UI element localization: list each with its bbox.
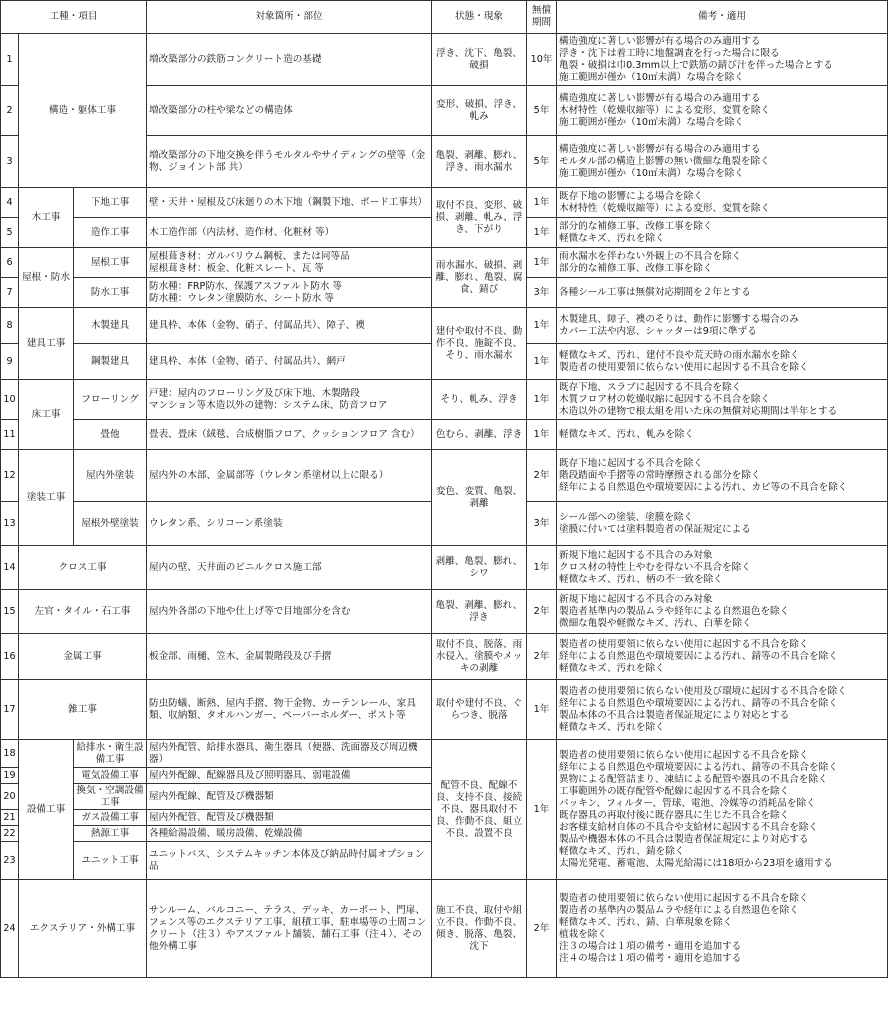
remark-line: 浮き・沈下は着工時に地盤調査を行った場合に限る: [559, 47, 780, 59]
category-label: 雑工事: [19, 680, 147, 740]
remark-line: 経年による自然退色や環境要因による汚れ、カビ等の不具合を除く: [559, 481, 848, 493]
table-row: [1, 248, 888, 278]
remark-line: 経年による自然退色や環境要因による汚れ、錆等の不具合を除く: [559, 697, 838, 709]
remark-line: 製品本体の不具合は製造者保証規定により対応とする: [559, 709, 790, 721]
remark-line: 木材特性（乾燥収縮等）による変形、変質を除く: [559, 104, 771, 116]
subcategory-label: 屋根工事: [74, 248, 147, 278]
period-cell: 1年: [527, 680, 557, 740]
row-number: 16: [1, 634, 19, 680]
state-cell: 亀裂、剥離、膨れ、浮き: [432, 590, 527, 634]
row-number: 10: [1, 380, 19, 420]
period-cell: 1年: [527, 344, 557, 380]
period-cell: 3年: [527, 278, 557, 308]
subcategory-label: 屋内外塗装: [74, 450, 147, 502]
state-cell: 取付不良、脱落、雨水侵入、塗膜やメッキの剥離: [432, 634, 527, 680]
remark-line: 軽微なキズ、汚れ、柄の不一致を除く: [559, 573, 723, 585]
period-cell: 5年: [527, 86, 557, 136]
remarks-cell: [557, 278, 888, 308]
row-number: 8: [1, 308, 19, 344]
remark-line: 施工範囲が僅か（10㎡未満）な場合を除く: [559, 71, 744, 83]
subcategory-label: 畳他: [74, 420, 147, 450]
period-cell: 5年: [527, 136, 557, 188]
subcategory-label: 木製建具: [74, 308, 147, 344]
remark-line: パッキン、フィルター、管球、電池、冷媒等の消耗品を除く: [559, 797, 816, 809]
target-cell: 木工造作部（内法材、造作材、化粧材 等）: [147, 218, 432, 248]
remarks-cell: [557, 634, 888, 680]
header-period: 無償期間: [527, 1, 557, 34]
category-label: 金属工事: [19, 634, 147, 680]
remark-line: 軽微なキズ、汚れ、軋みを除く: [559, 428, 694, 440]
remark-line: 部分的な補修工事、改修工事を除く: [559, 220, 713, 232]
target-cell: 建具枠、本体（金物、硝子、付属品共）、障子、襖: [147, 308, 432, 344]
subcategory-label: 屋根外壁塗装: [74, 502, 147, 546]
remark-line: 軽微なキズ、汚れを除く: [559, 662, 665, 674]
row-number: 20: [1, 784, 19, 810]
period-cell: 1年: [527, 248, 557, 278]
category-label: 建具工事: [19, 308, 74, 380]
subcategory-label: ユニット工事: [74, 842, 147, 880]
category-label: 構造・躯体工事: [19, 34, 147, 188]
period-cell: 2年: [527, 880, 557, 978]
remark-line: 各種シール工事は無償対応期間を２年とする: [559, 286, 751, 298]
remark-line: 注３の場合は１項の備考・適用を追加する: [559, 940, 742, 952]
remark-line: 軽微なキズ、汚れを除く: [559, 721, 665, 733]
period-cell: 2年: [527, 450, 557, 502]
row-number: 9: [1, 344, 19, 380]
table-row: [1, 188, 888, 218]
subcategory-label: 鋼製建具: [74, 344, 147, 380]
period-cell: 10年: [527, 34, 557, 86]
row-number: 15: [1, 590, 19, 634]
target-line: マンション等木造以外の建物：システム床、防音フロア: [149, 399, 388, 411]
remarks-cell: [557, 546, 888, 590]
row-number: 7: [1, 278, 19, 308]
remark-line: 既存下地、スラブに起因する不具合を除く: [559, 381, 742, 393]
remarks-cell: [557, 450, 888, 502]
period-cell: 1年: [527, 218, 557, 248]
target-cell: 屋内外配管、給排水器具、衛生器具（便器、洗面器及び周辺機器）: [147, 740, 432, 768]
row-number: 17: [1, 680, 19, 740]
state-cell: そり、軋み、浮き: [432, 380, 527, 420]
subcategory-label: 防水工事: [74, 278, 147, 308]
remark-line: モルタル部の構造上影響の無い微細な亀裂を除く: [559, 155, 770, 167]
target-line: 屋根葺き材：板金、化粧スレート、瓦 等: [149, 262, 324, 274]
target-line: 防水種：ウレタン塗膜防水、シート防水 等: [149, 292, 334, 304]
remarks-cell: [557, 590, 888, 634]
remark-line: 塗膜に付いては塗料製造者の保証規定による: [559, 523, 751, 535]
target-cell: 屋内外配線、配管及び機器類: [147, 784, 432, 810]
period-cell: 1年: [527, 546, 557, 590]
target-line: 屋根葺き材：ガルバリウム鋼板、または同等品: [149, 250, 350, 262]
remarks-cell: [557, 880, 888, 978]
target-line: 戸建：屋内のフローリング及び床下地、木製階段: [149, 387, 360, 399]
row-number: 4: [1, 188, 19, 218]
category-label: クロス工事: [19, 546, 147, 590]
state-cell: 施工不良、取付や組立不良、作動不良、傾き、脱落、亀裂、沈下: [432, 880, 527, 978]
row-number: 23: [1, 842, 19, 880]
remark-line: 雨水漏水を伴わない外観上の不具合を除く: [559, 250, 742, 262]
target-cell: 壁・天井・屋根及び床廻りの木下地（鋼製下地、ボード工事共）: [147, 188, 432, 218]
remark-line: 製造者の使用要領に依らない使用及び環境に起因する不具合を除く: [559, 685, 847, 697]
table-row: [1, 450, 888, 502]
table-row: [1, 308, 888, 344]
header-row: [1, 1, 888, 34]
target-cell: 増改築部分の柱や梁などの構造体: [147, 86, 432, 136]
target-cell: [147, 248, 432, 278]
remark-line: 亀裂・破損は巾0.3mm以上で鉄筋の錆び汁を伴った場合とする: [559, 59, 833, 71]
remark-line: シール部への塗装、塗膜を除く: [559, 511, 694, 523]
remark-line: 注４の場合は１項の備考・適用を追加する: [559, 952, 742, 964]
row-number: 5: [1, 218, 19, 248]
subcategory-label: 熱源工事: [74, 826, 147, 842]
target-cell: 増改築部分の下地交換を伴うモルタルやサイディングの壁等（金物、ジョイント部 共）: [147, 136, 432, 188]
header-target: 対象箇所・部位: [147, 1, 432, 34]
row-number: 2: [1, 86, 19, 136]
period-cell: 1年: [527, 380, 557, 420]
remarks-cell: [557, 502, 888, 546]
remark-line: 新規下地に起因する不具合のみ対象: [559, 593, 713, 605]
remark-line: 木造以外の建物で根太組を用いた床の無償対応期間は半年とする: [559, 405, 838, 417]
remarks-cell: [557, 420, 888, 450]
remark-line: 軽微なキズ、汚れを除く: [559, 232, 665, 244]
remarks-cell: [557, 136, 888, 188]
remark-line: 施工範囲が僅か（10㎡未満）な場合を除く: [559, 167, 744, 179]
category-label: 床工事: [19, 380, 74, 450]
table-row: [1, 634, 888, 680]
subcategory-label: ガス設備工事: [74, 810, 147, 826]
remark-line: 構造強度に著しい影響が有る場合のみ適用する: [559, 35, 761, 47]
target-cell: 屋内外配線、配線器具及び照明器具、弱電設備: [147, 768, 432, 784]
row-number: 6: [1, 248, 19, 278]
remark-line: 木製建具、障子、襖のそりは、動作に影響する場合のみ: [559, 313, 799, 325]
subcategory-label: 給排水・衛生設備工事: [74, 740, 147, 768]
remark-line: 製造者の使用要領に依らない使用に起因する不具合を除く: [559, 361, 809, 373]
remark-line: お客様支給材自体の不具合や支給材に起因する不具合を除く: [559, 821, 819, 833]
period-cell: 2年: [527, 590, 557, 634]
row-number: 11: [1, 420, 19, 450]
target-cell: ユニットバス、システムキッチン本体及び納品時付属オプション品: [147, 842, 432, 880]
remark-line: 微細な亀裂や軽微なキズ、汚れ、白華を除く: [559, 617, 752, 629]
remarks-cell: [557, 344, 888, 380]
target-cell: 畳表、畳床（絨毯、合成樹脂フロア、クッションフロア 含む）: [147, 420, 432, 450]
state-cell: 取付不良、変形、破損、剥離、軋み、浮き、下がり: [432, 188, 527, 248]
category-label: エクステリア・外構工事: [19, 880, 147, 978]
state-cell: 亀裂、剥離、膨れ、浮き、雨水漏水: [432, 136, 527, 188]
remark-line: 部分的な補修工事、改修工事を除く: [559, 262, 713, 274]
remark-line: 製造者の基準内の製品ムラや経年による自然退色を除く: [559, 904, 799, 916]
target-cell: 増改築部分の鉄筋コンクリート造の基礎: [147, 34, 432, 86]
row-number: 1: [1, 34, 19, 86]
period-cell: 1年: [527, 188, 557, 218]
remark-line: 施工範囲が僅か（10㎡未満）な場合を除く: [559, 116, 744, 128]
row-number: 21: [1, 810, 19, 826]
remarks-cell: [557, 380, 888, 420]
remark-line: 工事範囲外の既存配管や配線に起因する不具合を除く: [559, 785, 790, 797]
state-cell: 色むら、剥離、浮き: [432, 420, 527, 450]
remark-line: 製品や機器本体の不具合は製造者保証規定により対応する: [559, 833, 809, 845]
remark-line: 階段踏面や手摺等の常時摩擦される部分を除く: [559, 469, 761, 481]
subcategory-label: 換気・空調設備工事: [74, 784, 147, 810]
target-cell: 建具枠、本体（金物、硝子、付属品共）、網戸: [147, 344, 432, 380]
table-row: [1, 34, 888, 86]
remark-line: 新規下地に起因する不具合のみ対象: [559, 549, 713, 561]
target-cell: [147, 278, 432, 308]
category-label: 塗装工事: [19, 450, 74, 546]
subcategory-label: 下地工事: [74, 188, 147, 218]
period-cell: 2年: [527, 634, 557, 680]
state-cell: 変形、破損、浮き、軋み: [432, 86, 527, 136]
remarks-cell: [557, 248, 888, 278]
row-number: 19: [1, 768, 19, 784]
row-number: 12: [1, 450, 19, 502]
remarks-cell: [557, 188, 888, 218]
row-number: 3: [1, 136, 19, 188]
header-state: 状態・現象: [432, 1, 527, 34]
table-row: [1, 380, 888, 420]
remark-line: 製造者の使用要領に依らない使用に起因する不具合を除く: [559, 892, 809, 904]
table-row: [1, 680, 888, 740]
target-cell: サンルーム、バルコニー、テラス、デッキ、カーポート、門扉、フェンス等のエクステリア工事、組積工事、駐車場等の土間コンクリート（注３）やアスファルト舗装、舗石工事（注４）、その他外構工事: [147, 880, 432, 978]
state-cell: 配管不良、配線不良、支持不良、接続不良、器具取付不良、作動不良、組立不良、設置不良: [432, 740, 527, 880]
period-cell: 1年: [527, 308, 557, 344]
state-cell: 剥離、亀裂、膨れ、シワ: [432, 546, 527, 590]
remark-line: 既存器具の再取付後に既存器具に生じた不具合を除く: [559, 809, 790, 821]
remark-line: 太陽光発電、蓄電池、太陽光給湯には18項から23項を適用する: [559, 857, 833, 869]
target-cell: 屋内外配管、配管及び機器類: [147, 810, 432, 826]
period-cell: 3年: [527, 502, 557, 546]
target-line: 防水種：FRP防水、保護アスファルト防水 等: [149, 280, 343, 292]
remarks-cell: [557, 680, 888, 740]
target-cell: 屋内外の木部、金属部等（ウレタン系塗材以上に限る）: [147, 450, 432, 502]
target-cell: 屋内の壁、天井面のビニルクロス施工部: [147, 546, 432, 590]
subcategory-label: 造作工事: [74, 218, 147, 248]
row-number: 18: [1, 740, 19, 768]
table-row: [1, 420, 888, 450]
remark-line: 木材特性（乾燥収縮等）による変形、変質を除く: [559, 202, 771, 214]
header-remarks: 備考・適用: [557, 1, 888, 34]
remark-line: 経年による自然退色や環境要因による汚れ、錆等の不具合を除く: [559, 761, 838, 773]
row-number: 14: [1, 546, 19, 590]
row-number: 22: [1, 826, 19, 842]
header-item: 工種・項目: [1, 1, 147, 34]
target-cell: 各種給湯設備、暖房設備、乾燥設備: [147, 826, 432, 842]
state-cell: 建付や取付不良、動作不良、施錠不良、そり、雨水漏水: [432, 308, 527, 380]
remark-line: 構造強度に著しい影響が有る場合のみ適用する: [559, 143, 761, 155]
remark-line: 既存下地に起因する不具合を除く: [559, 457, 703, 469]
subcategory-label: フローリング: [74, 380, 147, 420]
remark-line: カバー工法や内窓、シャッターは9項に準ずる: [559, 325, 757, 337]
state-cell: 取付や建付不良、ぐらつき、脱落: [432, 680, 527, 740]
remark-line: 経年による自然退色や環境要因による汚れ、錆等の不具合を除く: [559, 650, 838, 662]
row-number: 24: [1, 880, 19, 978]
category-label: 設備工事: [19, 740, 74, 880]
row-number: 13: [1, 502, 19, 546]
state-cell: 雨水漏水、破損、剥離、膨れ、亀裂、腐食、錆び: [432, 248, 527, 308]
remark-line: クロス材の特性上やむを得ない不具合を除く: [559, 561, 751, 573]
target-cell: ウレタン系、シリコーン系塗装: [147, 502, 432, 546]
remarks-cell: [557, 86, 888, 136]
remark-line: 異物による配管詰まり、凍結による配管や器具の不具合を除く: [559, 773, 828, 785]
table-row: [1, 546, 888, 590]
remarks-cell: [557, 218, 888, 248]
remark-line: 既存下地の影響による場合を除く: [559, 190, 703, 202]
period-cell: 1年: [527, 420, 557, 450]
table-row: [1, 590, 888, 634]
target-cell: 防虫防蟻、断熱、屋内手摺、物干金物、カーテンレール、家具類、収納類、タオルハンガー、ペーパーホルダー、ポスト等: [147, 680, 432, 740]
table-row: [1, 880, 888, 978]
remark-line: 製造者の使用要領に依らない使用に起因する不具合を除く: [559, 749, 809, 761]
remark-line: 植栽を除く: [559, 928, 607, 940]
subcategory-label: 電気設備工事: [74, 768, 147, 784]
remark-line: 軽微なキズ、汚れ、錆、白華現象を除く: [559, 916, 733, 928]
state-cell: 浮き、沈下、亀裂、破損: [432, 34, 527, 86]
target-cell: 板金部、雨樋、笠木、金属製階段及び手摺: [147, 634, 432, 680]
remark-line: 軽微なキズ、汚れ、錆を除く: [559, 845, 685, 857]
category-label: 屋根・防水: [19, 248, 74, 308]
category-label: 左官・タイル・石工事: [19, 590, 147, 634]
category-label: 木工事: [19, 188, 74, 248]
period-cell: 1年: [527, 740, 557, 880]
target-cell: [147, 380, 432, 420]
target-cell: 屋内外各部の下地や仕上げ等で目地部分を含む: [147, 590, 432, 634]
table-row: [1, 740, 888, 768]
remark-line: 構造強度に著しい影響が有る場合のみ適用する: [559, 92, 761, 104]
remark-line: 製造者基準内の製品ムラや経年による自然退色を除く: [559, 605, 790, 617]
remark-line: 木質フロア材の乾燥収縮に起因する不具合を除く: [559, 393, 771, 405]
remarks-cell: [557, 308, 888, 344]
remark-line: 軽微なキズ、汚れ、建付不良や荒天時の雨水漏水を除く: [559, 349, 800, 361]
remarks-cell: [557, 740, 888, 880]
remarks-cell: [557, 34, 888, 86]
state-cell: 変色、変質、亀裂、剥離: [432, 450, 527, 546]
remark-line: 製造者の使用要領に依らない使用に起因する不具合を除く: [559, 638, 809, 650]
